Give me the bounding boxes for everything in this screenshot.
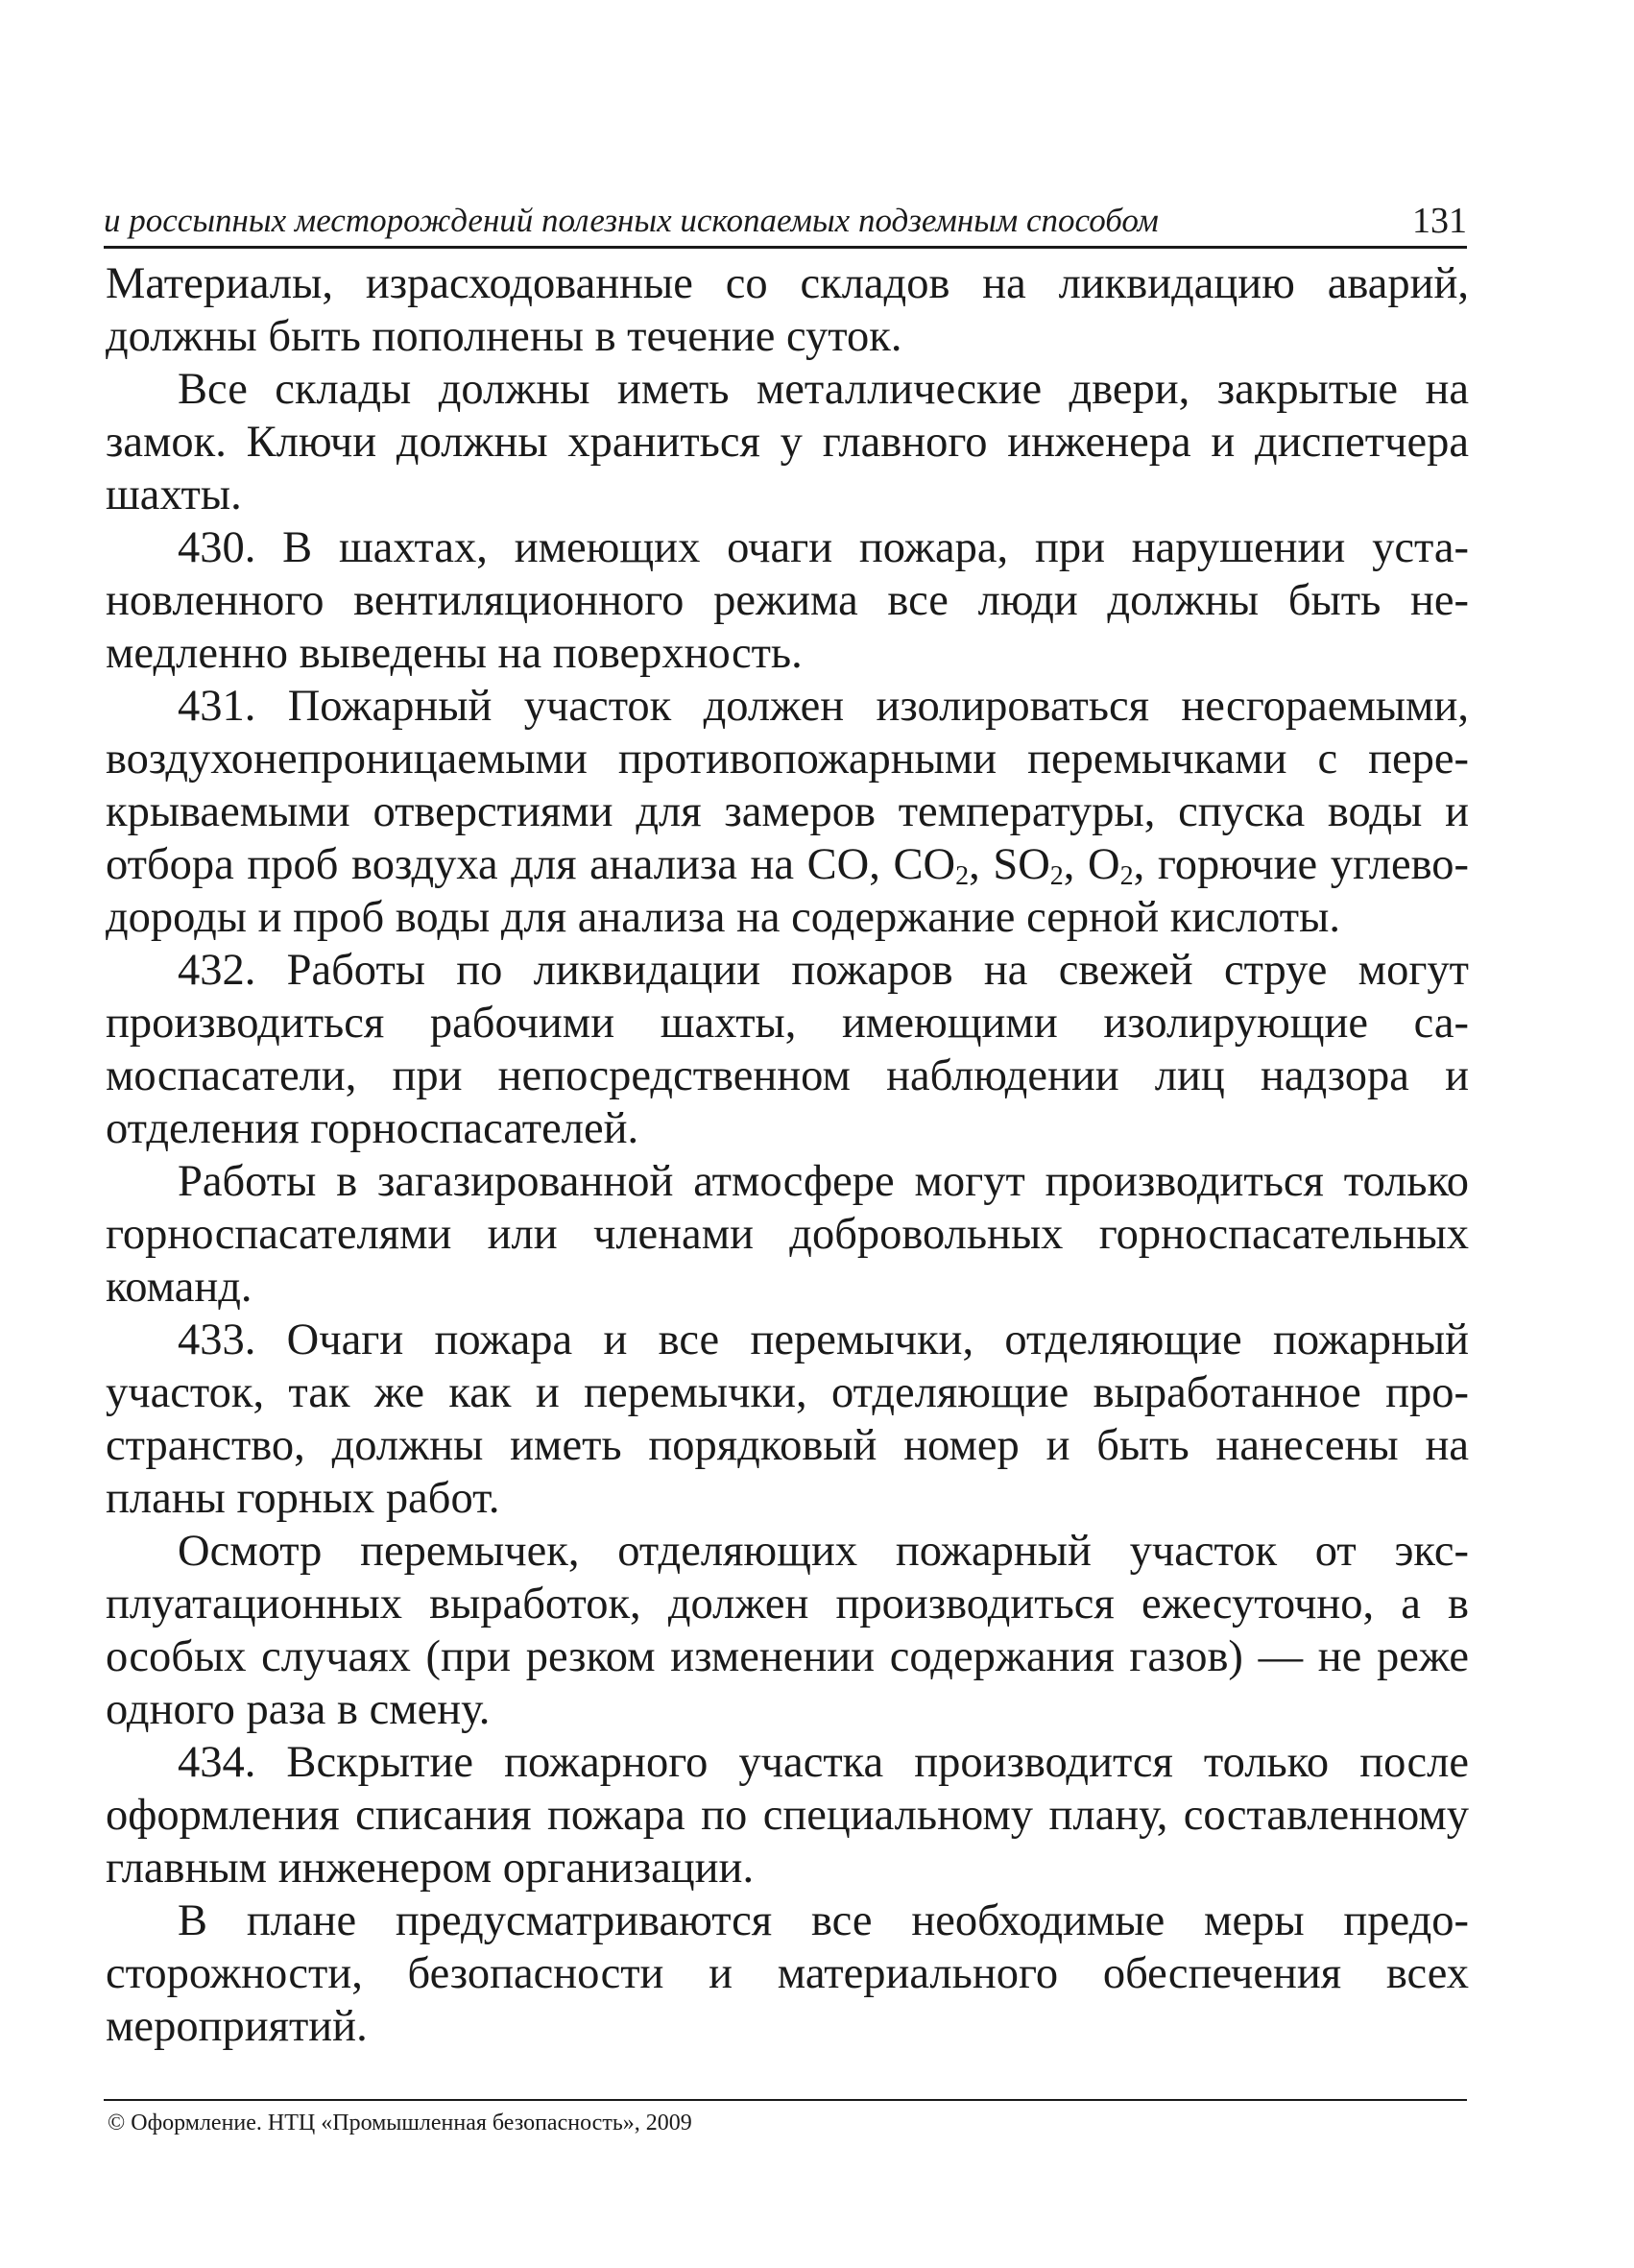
- page-number: 131: [1412, 201, 1467, 241]
- paragraph-431-text-a: 431. Пожарный участок должен изолироваться несгораемыми, воздухонепроницаемыми противопожарными перемычками с перекрываемыми отверстиями для замеров температуры, спуска воды и отбора проб воздуха для анализа на СО, СО: [106, 682, 1469, 889]
- paragraph-433-cont: Осмотр перемычек, отделяющих пожарный участок от эксплуатационных выработок, должен производиться ежесуточно, а в особых случаях (при резком изменении содержания газов) — не реже одного раза в смену.: [106, 1527, 1469, 1734]
- paragraph-431: [106, 680, 1469, 944]
- header-title: и россыпных месторождений полезных ископаемых подземным способом: [104, 202, 1159, 239]
- footer-divider: [104, 2099, 1467, 2101]
- subscript-o2: 2: [1119, 861, 1134, 891]
- paragraph-431-text-d: , горючие углеводороды и проб воды для анализа на содержание серной кислоты.: [106, 840, 1469, 942]
- paragraph-2: Все склады должны иметь металлические двери, закрытые на замок. Ключи должны храниться у главного инженера и диспетчера шахты.: [106, 365, 1469, 519]
- paragraph-431-text-b: , SO: [969, 840, 1050, 889]
- footer-copyright: © Оформление. НТЦ «Промышленная безопасность», 2009: [108, 2111, 692, 2135]
- body-text: [106, 257, 1469, 2053]
- subscript-so2: 2: [1049, 861, 1064, 891]
- paragraph-430: 430. В шахтах, имеющих очаги пожара, при нарушении установленного вентиляционного режима все люди должны быть немедленно выведены на поверхность.: [106, 523, 1469, 678]
- paragraph-432: 432. Работы по ликвидации пожаров на свежей струе могут производиться рабочими шахты, имеющими изолирующие самоспасатели, при непосредственном наблюдении лиц надзора и отделения горноспасателей.: [106, 946, 1469, 1153]
- subscript-co2: 2: [955, 861, 970, 891]
- paragraph-434-cont: В плане предусматриваются все необходимые меры предосторожности, безопасности и материального обеспечения всех мероприятий.: [106, 1896, 1469, 2051]
- running-header: [104, 188, 1467, 249]
- paragraph-431-text-c: , О: [1063, 840, 1120, 889]
- paragraph-434: 434. Вскрытие пожарного участка производится только после оформления списания пожара по специальному плану, составленному главным инженером организации.: [106, 1738, 1469, 1893]
- paragraph-1: Материалы, израсходованные со складов на ликвидацию аварий, должны быть пополнены в течение суток.: [106, 259, 1469, 361]
- paragraph-432-cont: Работы в загазированной атмосфере могут производиться только горноспасателями или членами добровольных горноспасательных команд.: [106, 1157, 1469, 1312]
- paragraph-433: 433. Очаги пожара и все перемычки, отделяющие пожарный участок, так же как и перемычки, отделяющие выработанное пространство, должны иметь порядковый номер и быть нанесены на планы горных работ.: [106, 1315, 1469, 1523]
